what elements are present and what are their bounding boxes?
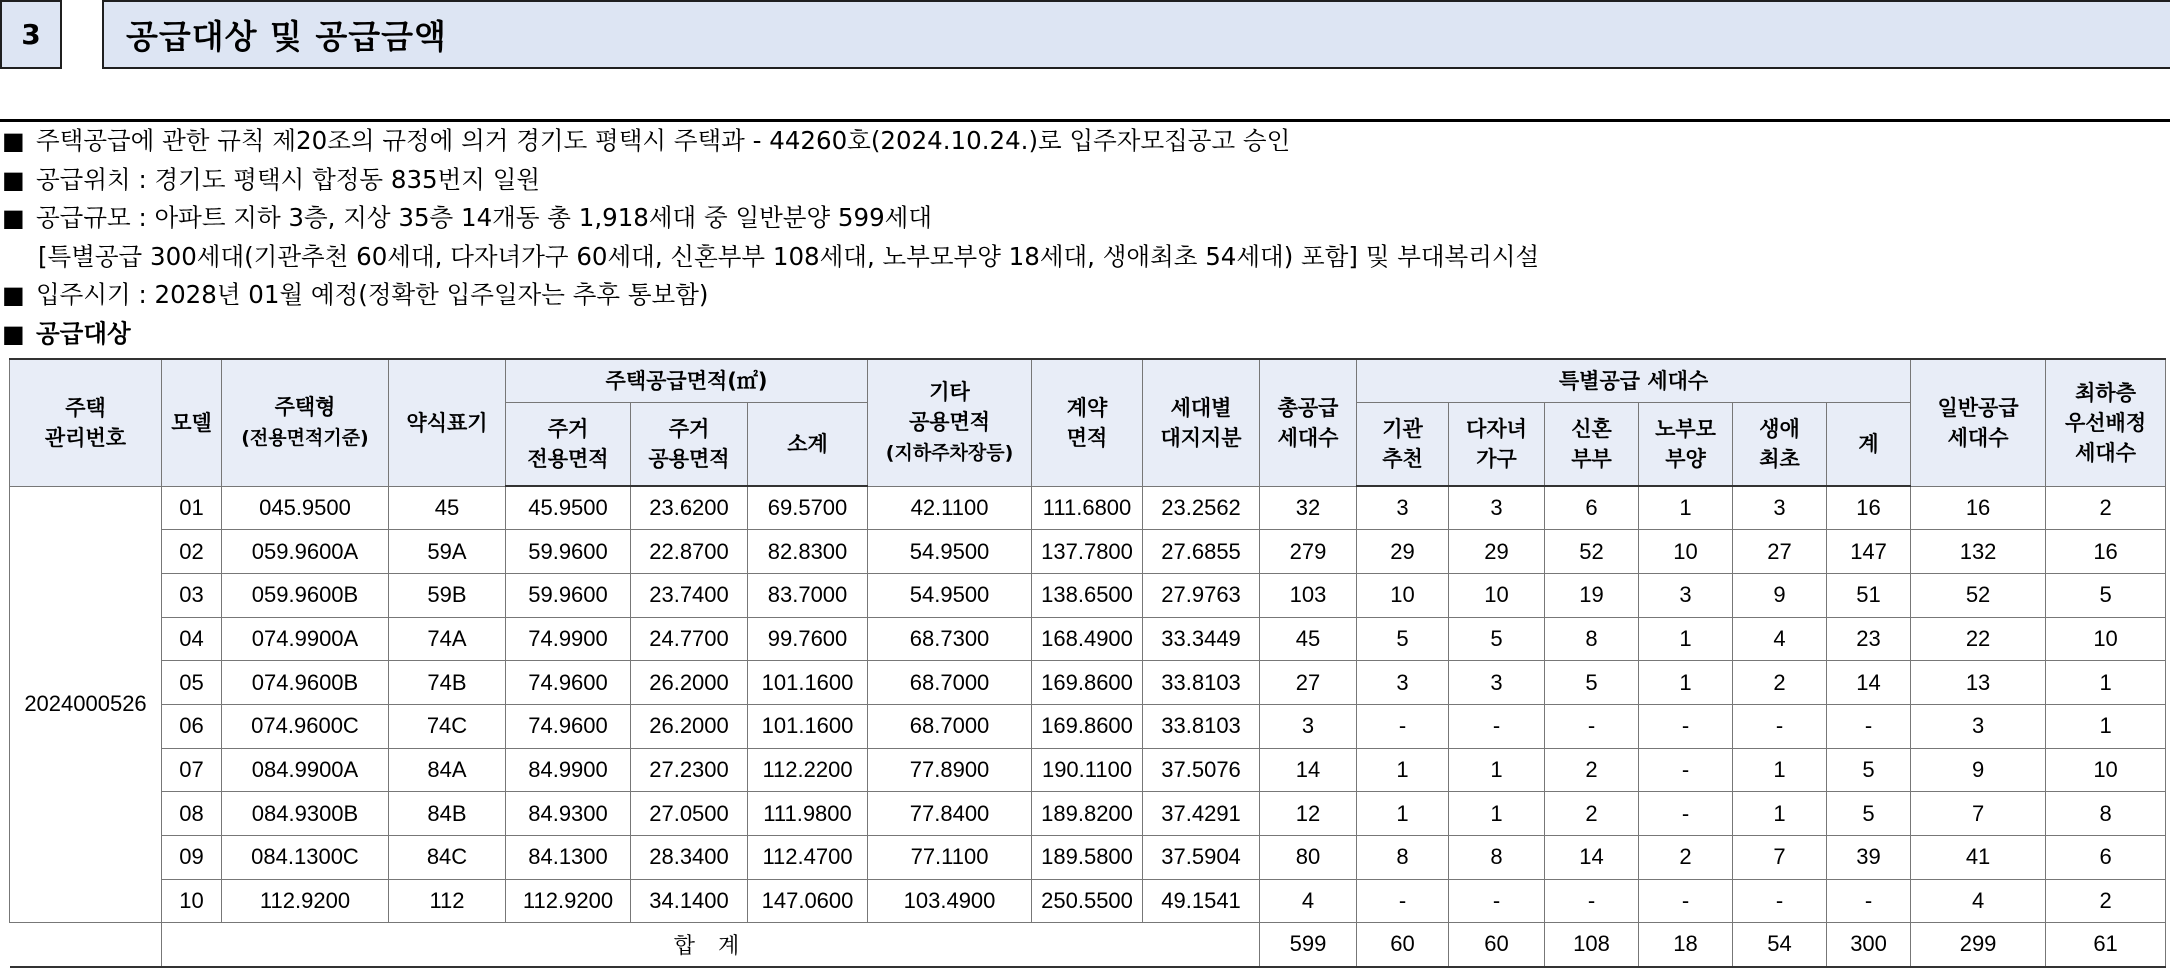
table-cell: 1 xyxy=(1357,748,1449,792)
table-cell: - xyxy=(1827,879,1911,923)
table-cell: 250.5500 xyxy=(1032,879,1143,923)
table-cell: 112.9200 xyxy=(506,879,631,923)
table-cell: 1 xyxy=(1357,792,1449,836)
table-row xyxy=(10,486,2166,530)
table-cell: 37.5076 xyxy=(1143,748,1260,792)
table-cell: 74.9900 xyxy=(506,617,631,661)
header-excl-area: 주거 전용면적 xyxy=(506,402,631,486)
table-cell: 10 xyxy=(1639,530,1733,574)
table-cell: 9 xyxy=(1911,748,2046,792)
table-cell: 8 xyxy=(2046,792,2166,836)
table-cell: 5 xyxy=(1357,617,1449,661)
notes-list xyxy=(0,122,2170,354)
table-cell: 37.5904 xyxy=(1143,836,1260,880)
table-row xyxy=(10,617,2166,661)
table-cell: 27 xyxy=(1733,530,1827,574)
table-cell: 05 xyxy=(162,661,222,705)
table-cell: 3 xyxy=(1639,573,1733,617)
table-cell: 16 xyxy=(1827,486,1911,530)
square-bullet-icon: ■ xyxy=(2,204,25,233)
total-label: 합 계 xyxy=(162,923,1260,967)
table-row xyxy=(10,704,2166,748)
header-model: 모델 xyxy=(162,359,222,486)
table-row xyxy=(10,748,2166,792)
header-subtotal: 소계 xyxy=(748,402,868,486)
table-cell: 54.9500 xyxy=(868,573,1032,617)
total-row-blank xyxy=(10,923,162,967)
total-cell: 60 xyxy=(1449,923,1545,967)
total-cell: 61 xyxy=(2046,923,2166,967)
table-cell: 1 xyxy=(2046,661,2166,705)
table-cell: 2 xyxy=(2046,879,2166,923)
table-cell: 51 xyxy=(1827,573,1911,617)
table-cell: 74.9600 xyxy=(506,704,631,748)
table-cell: 8 xyxy=(1449,836,1545,880)
header-multi: 다자녀 가구 xyxy=(1449,402,1545,486)
table-cell: 138.6500 xyxy=(1032,573,1143,617)
table-cell: 80 xyxy=(1260,836,1357,880)
table-cell: 37.4291 xyxy=(1143,792,1260,836)
table-cell: 084.9900A xyxy=(222,748,389,792)
table-cell: 54.9500 xyxy=(868,530,1032,574)
table-cell: 29 xyxy=(1449,530,1545,574)
table-cell: 83.7000 xyxy=(748,573,868,617)
table-cell: - xyxy=(1545,704,1639,748)
table-cell: 03 xyxy=(162,573,222,617)
table-cell: 27.2300 xyxy=(631,748,748,792)
table-row xyxy=(10,879,2166,923)
table-cell: 45 xyxy=(1260,617,1357,661)
table-cell: 1 xyxy=(1733,792,1827,836)
table-cell: 5 xyxy=(1827,792,1911,836)
header-general: 일반공급 세대수 xyxy=(1911,359,2046,486)
table-cell: 12 xyxy=(1260,792,1357,836)
total-cell: 60 xyxy=(1357,923,1449,967)
header-lowest-floor: 최하층 우선배정 세대수 xyxy=(2046,359,2166,486)
table-cell: 1 xyxy=(1449,792,1545,836)
table-cell: 2 xyxy=(2046,486,2166,530)
table-cell: 13 xyxy=(1911,661,2046,705)
table-cell: 189.5800 xyxy=(1032,836,1143,880)
table-cell: 04 xyxy=(162,617,222,661)
table-cell: 68.7300 xyxy=(868,617,1032,661)
table-cell: 02 xyxy=(162,530,222,574)
table-cell: 4 xyxy=(1911,879,2046,923)
total-cell: 300 xyxy=(1827,923,1911,967)
table-cell: 23.6200 xyxy=(631,486,748,530)
section-title: 공급대상 및 공급금액 xyxy=(102,0,2170,69)
table-cell: 111.6800 xyxy=(1032,486,1143,530)
table-cell: 103.4900 xyxy=(868,879,1032,923)
table-cell: 112.2200 xyxy=(748,748,868,792)
table-row xyxy=(10,661,2166,705)
total-cell: 299 xyxy=(1911,923,2046,967)
table-cell: 084.1300C xyxy=(222,836,389,880)
table-cell: 74A xyxy=(389,617,506,661)
table-cell: 1 xyxy=(1733,748,1827,792)
table-cell: 132 xyxy=(1911,530,2046,574)
table-cell: - xyxy=(1639,792,1733,836)
mgmt-no-cell: 2024000526 xyxy=(10,486,162,923)
table-cell: 16 xyxy=(1911,486,2046,530)
total-row xyxy=(10,923,2166,967)
table-cell: 68.7000 xyxy=(868,704,1032,748)
table-cell: 2 xyxy=(1545,748,1639,792)
section-number: 3 xyxy=(0,0,62,69)
square-bullet-icon: ■ xyxy=(2,127,25,155)
table-cell: 82.8300 xyxy=(748,530,868,574)
note-supply-target: ■ 공급대상 xyxy=(0,315,2170,354)
table-cell: 1 xyxy=(2046,704,2166,748)
table-cell: 14 xyxy=(1260,748,1357,792)
table-cell: 3 xyxy=(1357,486,1449,530)
note-special-supply: [특별공급 300세대(기관추천 60세대, 다자녀가구 60세대, 신혼부부 108세대, 노부모부양 18세대, 생애최초 54세대) 포함] 및 부대복리시설 xyxy=(38,241,1540,271)
table-cell: 1 xyxy=(1639,661,1733,705)
header-type: 주택형 (전용면적기준) xyxy=(222,359,389,486)
header-newlywed: 신혼 부부 xyxy=(1545,402,1639,486)
table-cell: - xyxy=(1827,704,1911,748)
table-cell: 16 xyxy=(2046,530,2166,574)
header-area-group: 주택공급면적(㎡) xyxy=(506,359,868,402)
header-abbr: 약식표기 xyxy=(389,359,506,486)
table-cell: - xyxy=(1639,879,1733,923)
table-row xyxy=(10,530,2166,574)
table-cell: 14 xyxy=(1545,836,1639,880)
table-cell: 27.6855 xyxy=(1143,530,1260,574)
table-cell: - xyxy=(1357,879,1449,923)
table-cell: 26.2000 xyxy=(631,661,748,705)
header-special-group: 특별공급 세대수 xyxy=(1357,359,1911,402)
supply-table xyxy=(9,358,2166,968)
table-cell: 27 xyxy=(1260,661,1357,705)
header-other-common: 기타 공용면적 (지하주차장등) xyxy=(868,359,1032,486)
total-cell: 108 xyxy=(1545,923,1639,967)
table-cell: 5 xyxy=(2046,573,2166,617)
table-cell: 168.4900 xyxy=(1032,617,1143,661)
table-cell: 074.9600C xyxy=(222,704,389,748)
table-cell: 5 xyxy=(1449,617,1545,661)
table-cell: 33.8103 xyxy=(1143,704,1260,748)
table-cell: - xyxy=(1449,879,1545,923)
table-cell: 190.1100 xyxy=(1032,748,1143,792)
table-cell: 69.5700 xyxy=(748,486,868,530)
table-cell: 74.9600 xyxy=(506,661,631,705)
table-cell: 49.1541 xyxy=(1143,879,1260,923)
square-bullet-icon: ■ xyxy=(2,281,25,310)
header-total-units: 총공급 세대수 xyxy=(1260,359,1357,486)
table-body xyxy=(10,486,2166,967)
table-cell: 112.4700 xyxy=(748,836,868,880)
table-cell: 112.9200 xyxy=(222,879,389,923)
table-cell: 24.7700 xyxy=(631,617,748,661)
table-cell: 34.1400 xyxy=(631,879,748,923)
table-cell: 5 xyxy=(1545,661,1639,705)
table-cell: 059.9600B xyxy=(222,573,389,617)
table-cell: 10 xyxy=(162,879,222,923)
table-cell: 4 xyxy=(1260,879,1357,923)
table-cell: 99.7600 xyxy=(748,617,868,661)
table-cell: 084.9300B xyxy=(222,792,389,836)
table-cell: 74C xyxy=(389,704,506,748)
table-cell: 45.9500 xyxy=(506,486,631,530)
table-cell: 10 xyxy=(1357,573,1449,617)
table-cell: 147 xyxy=(1827,530,1911,574)
header-sp-total: 계 xyxy=(1827,402,1911,486)
table-cell: 3 xyxy=(1260,704,1357,748)
note-move-in: ■ 입주시기 : 2028년 01월 예정(정확한 입주일자는 추후 통보함) xyxy=(0,276,2170,315)
table-cell: 42.1100 xyxy=(868,486,1032,530)
table-cell: 074.9900A xyxy=(222,617,389,661)
table-cell: 2 xyxy=(1733,661,1827,705)
table-row xyxy=(10,836,2166,880)
table-cell: 23.7400 xyxy=(631,573,748,617)
table-cell: 33.8103 xyxy=(1143,661,1260,705)
table-cell: 045.9500 xyxy=(222,486,389,530)
note-location: ■ 공급위치 : 경기도 평택시 합정동 835번지 일원 xyxy=(0,161,2170,200)
table-cell: 59B xyxy=(389,573,506,617)
table-row xyxy=(10,573,2166,617)
header-elderly: 노부모 부양 xyxy=(1639,402,1733,486)
table-cell: 059.9600A xyxy=(222,530,389,574)
table-cell: - xyxy=(1639,704,1733,748)
table-cell: 14 xyxy=(1827,661,1911,705)
table-cell: 19 xyxy=(1545,573,1639,617)
table-cell: 84.1300 xyxy=(506,836,631,880)
table-cell: 3 xyxy=(1357,661,1449,705)
note-scale: ■ 공급규모 : 아파트 지하 3층, 지상 35층 14개동 총 1,918세대 중 일반분양 599세대 xyxy=(0,199,2170,238)
table-cell: 111.9800 xyxy=(748,792,868,836)
table-cell: - xyxy=(1639,748,1733,792)
header-first: 생애 최초 xyxy=(1733,402,1827,486)
table-cell: - xyxy=(1733,704,1827,748)
table-cell: 074.9600B xyxy=(222,661,389,705)
table-cell: 08 xyxy=(162,792,222,836)
table-cell: 169.8600 xyxy=(1032,661,1143,705)
table-cell: 137.7800 xyxy=(1032,530,1143,574)
square-bullet-icon: ■ xyxy=(2,165,25,194)
total-cell: 599 xyxy=(1260,923,1357,967)
table-cell: 189.8200 xyxy=(1032,792,1143,836)
table-cell: 5 xyxy=(1827,748,1911,792)
table-cell: 3 xyxy=(1911,704,2046,748)
table-cell: 2 xyxy=(1639,836,1733,880)
table-cell: 6 xyxy=(2046,836,2166,880)
table-cell: 23 xyxy=(1827,617,1911,661)
table-cell: 07 xyxy=(162,748,222,792)
table-cell: 22.8700 xyxy=(631,530,748,574)
header-land-share: 세대별 대지지분 xyxy=(1143,359,1260,486)
table-cell: 77.8400 xyxy=(868,792,1032,836)
table-cell: 84.9300 xyxy=(506,792,631,836)
total-cell: 54 xyxy=(1733,923,1827,967)
table-cell: 45 xyxy=(389,486,506,530)
table-cell: 32 xyxy=(1260,486,1357,530)
table-cell: 39 xyxy=(1827,836,1911,880)
table-cell: - xyxy=(1357,704,1449,748)
table-cell: 112 xyxy=(389,879,506,923)
table-cell: 169.8600 xyxy=(1032,704,1143,748)
table-cell: 279 xyxy=(1260,530,1357,574)
table-cell: 6 xyxy=(1545,486,1639,530)
table-cell: 147.0600 xyxy=(748,879,868,923)
table-cell: 101.1600 xyxy=(748,661,868,705)
table-cell: 06 xyxy=(162,704,222,748)
table-cell: 22 xyxy=(1911,617,2046,661)
table-cell: 77.1100 xyxy=(868,836,1032,880)
note-approval: ■ 주택공급에 관한 규칙 제20조의 규정에 의거 경기도 평택시 주택과 - 44260호(2024.10.24.)로 입주자모집공고 승인 xyxy=(0,122,2170,161)
table-cell: 01 xyxy=(162,486,222,530)
table-cell: 3 xyxy=(1449,486,1545,530)
table-cell: 28.3400 xyxy=(631,836,748,880)
table-cell: 103 xyxy=(1260,573,1357,617)
table-cell: 3 xyxy=(1449,661,1545,705)
table-cell: 68.7000 xyxy=(868,661,1032,705)
header-common-area: 주거 공용면적 xyxy=(631,402,748,486)
table-cell: 33.3449 xyxy=(1143,617,1260,661)
table-cell: 23.2562 xyxy=(1143,486,1260,530)
table-cell: 8 xyxy=(1357,836,1449,880)
table-cell: 7 xyxy=(1733,836,1827,880)
table-cell: 52 xyxy=(1911,573,2046,617)
table-cell: 9 xyxy=(1733,573,1827,617)
header-mgmt-no: 주택 관리번호 xyxy=(10,359,162,486)
table-cell: 59.9600 xyxy=(506,530,631,574)
table-cell: 7 xyxy=(1911,792,2046,836)
table-cell: 27.0500 xyxy=(631,792,748,836)
header-contract-area: 계약 면적 xyxy=(1032,359,1143,486)
table-cell: - xyxy=(1545,879,1639,923)
table-cell: 52 xyxy=(1545,530,1639,574)
table-cell: 27.9763 xyxy=(1143,573,1260,617)
table-cell: 77.8900 xyxy=(868,748,1032,792)
table-cell: - xyxy=(1449,704,1545,748)
table-cell: 10 xyxy=(2046,617,2166,661)
table-cell: 84B xyxy=(389,792,506,836)
square-bullet-icon: ■ xyxy=(2,319,25,348)
table-cell: 3 xyxy=(1733,486,1827,530)
table-cell: 41 xyxy=(1911,836,2046,880)
table-cell: 59A xyxy=(389,530,506,574)
table-row xyxy=(10,792,2166,836)
table-cell: 4 xyxy=(1733,617,1827,661)
table-cell: 8 xyxy=(1545,617,1639,661)
table-cell: 26.2000 xyxy=(631,704,748,748)
total-cell: 18 xyxy=(1639,923,1733,967)
header-inst: 기관 추천 xyxy=(1357,402,1449,486)
table-cell: 84.9900 xyxy=(506,748,631,792)
table-cell: 1 xyxy=(1639,617,1733,661)
table-cell: 10 xyxy=(1449,573,1545,617)
table-cell: 84A xyxy=(389,748,506,792)
table-cell: 1 xyxy=(1639,486,1733,530)
table-cell: - xyxy=(1733,879,1827,923)
table-cell: 101.1600 xyxy=(748,704,868,748)
table-cell: 74B xyxy=(389,661,506,705)
table-cell: 10 xyxy=(2046,748,2166,792)
table-cell: 84C xyxy=(389,836,506,880)
table-cell: 29 xyxy=(1357,530,1449,574)
table-cell: 2 xyxy=(1545,792,1639,836)
table-cell: 59.9600 xyxy=(506,573,631,617)
table-cell: 1 xyxy=(1449,748,1545,792)
table-cell: 09 xyxy=(162,836,222,880)
